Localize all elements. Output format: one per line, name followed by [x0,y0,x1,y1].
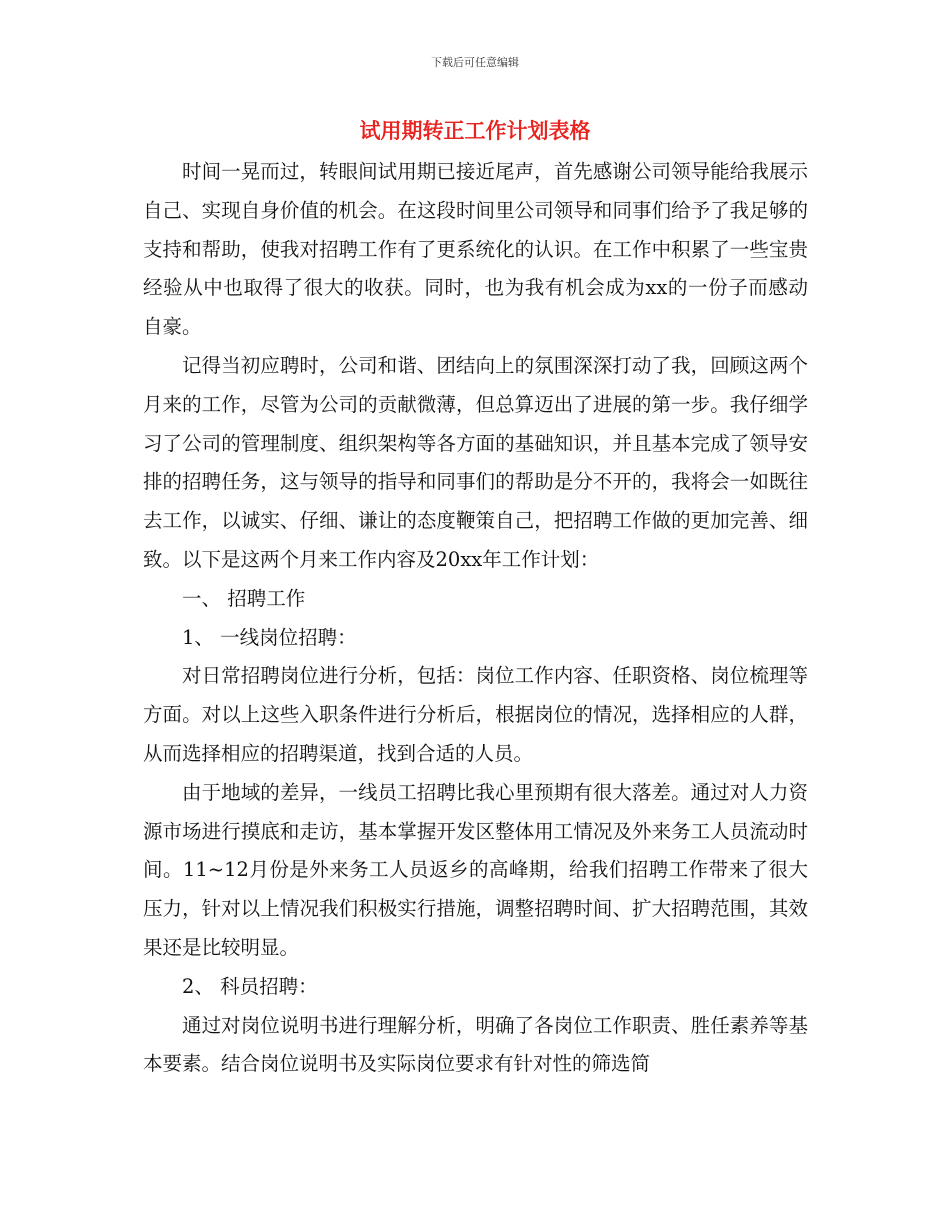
paragraph: 时间一晃而过，转眼间试用期已接近尾声，首先感谢公司领导能给我展示自己、实现自身价值的机会。在这段时间里公司领导和同事们给予了我足够的支持和帮助，使我对招聘工作有了更系统化的认识。在工作中积累了一些宝贵经验从中也取得了很大的收获。同时，也为我有机会成为xx的一份子而感动自豪。 [143,160,808,339]
subsection-heading: 1、 一线岗位招聘： [182,625,357,649]
section-heading: 一、 招聘工作 [182,586,306,610]
paragraph: 对日常招聘岗位进行分析，包括：岗位工作内容、任职资格、岗位梳理等方面。对以上这些入职条件进行分析后，根据岗位的情况，选择相应的人群，从而选择相应的招聘渠道，找到合适的人员。 [143,664,808,765]
document-body [143,153,808,1084]
paragraph: 由于地域的差异，一线员工招聘比我心里预期有很大落差。通过对人力资源市场进行摸底和走访，基本掌握开发区整体用工情况及外来务工人员流动时间。11~12月份是外来务工人员返乡的高峰期，给我们招聘工作带来了很大压力，针对以上情况我们积极实行措施，调整招聘时间、扩大招聘范围，其效果还是比较明显。 [143,780,808,959]
paragraph: 通过对岗位说明书进行理解分析，明确了各岗位工作职责、胜任素养等基本要素。结合岗位说明书及实际岗位要求有针对性的筛选简 [143,1013,808,1076]
subsection-heading: 2、 科员招聘： [182,974,318,998]
paragraph: 记得当初应聘时，公司和谐、团结向上的氛围深深打动了我，回顾这两个月来的工作，尽管为公司的贡献微薄，但总算迈出了进展的第一步。我仔细学习了公司的管理制度、组织架构等各方面的基础知识，并且基本完成了领导安排的招聘任务，这与领导的指导和同事们的帮助是分不开的，我将会一如既往去工作，以诚实、仔细、谦让的态度鞭策自己，把招聘工作做的更加完善、细致。以下是这两个月来工作内容及20xx年工作计划： [143,353,808,571]
document-title: 试用期转正工作计划表格 [359,119,591,143]
header-note: 下载后可任意编辑 [431,56,519,69]
